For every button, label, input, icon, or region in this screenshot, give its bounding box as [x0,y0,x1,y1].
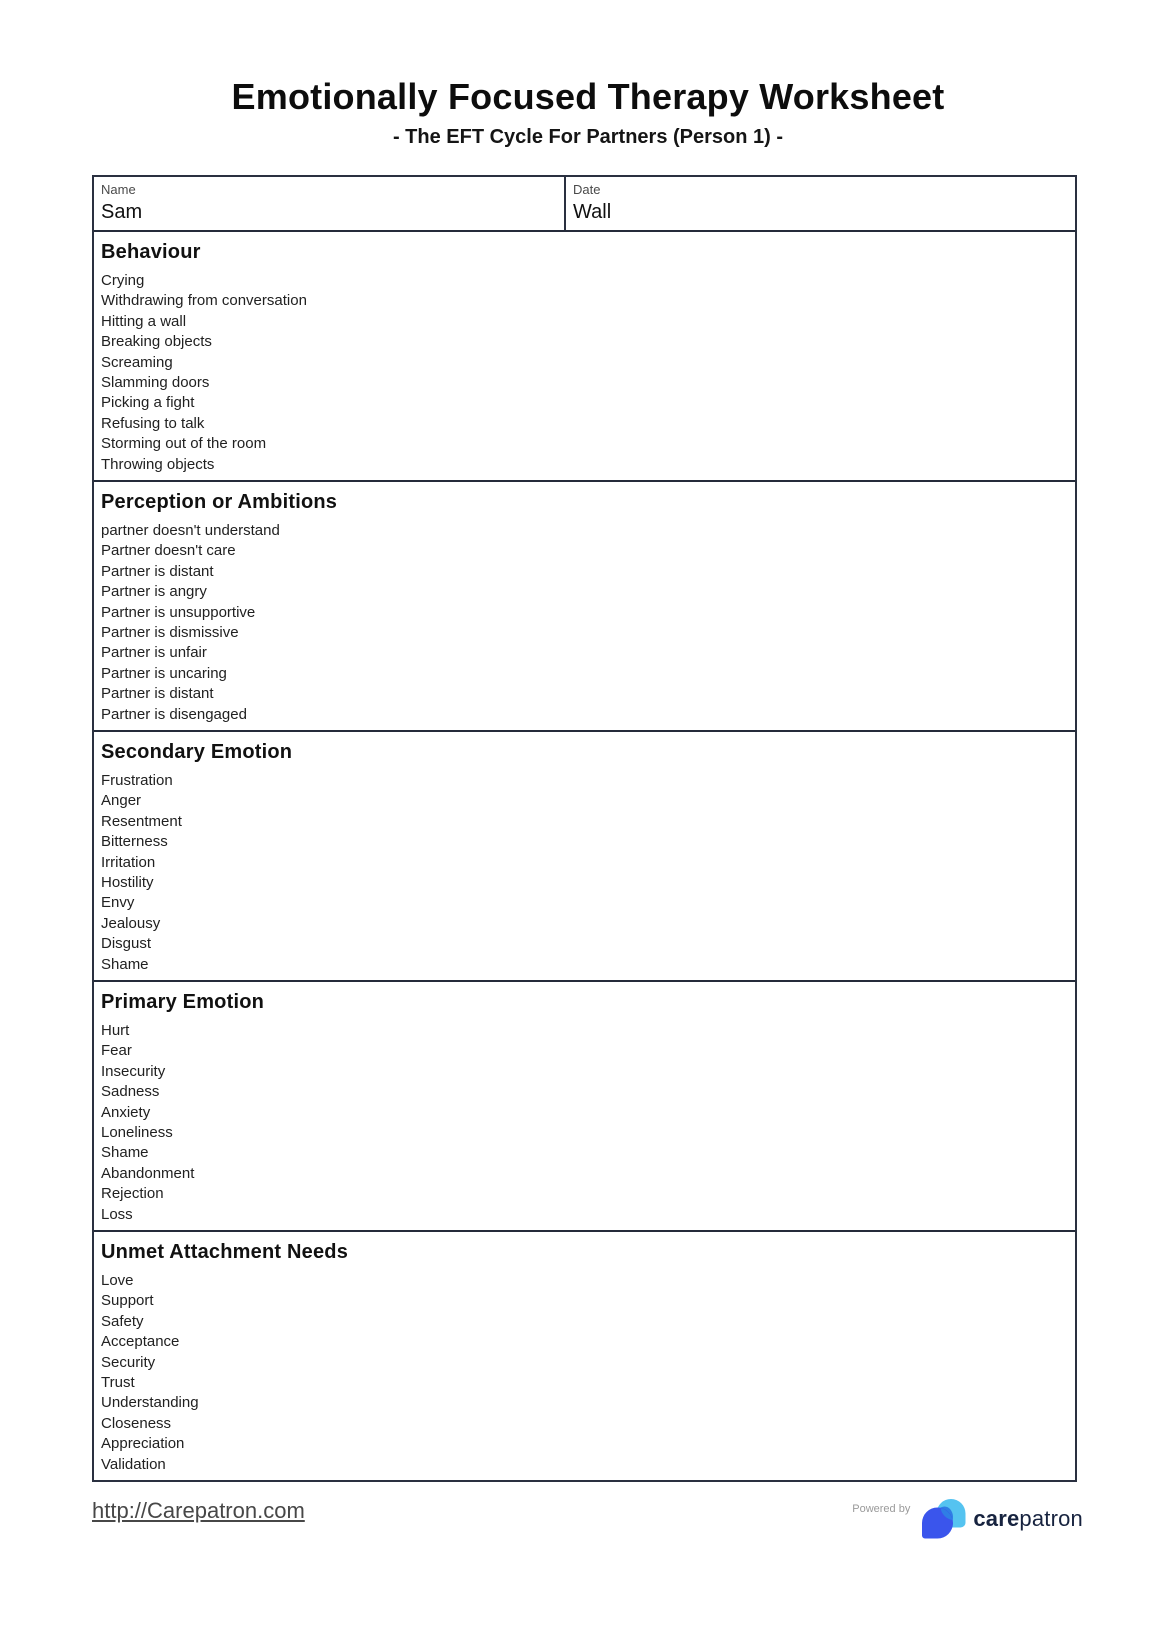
section-items [101,521,1065,725]
date-value: Wall [573,201,612,223]
page-subtitle: - The EFT Cycle For Partners (Person 1) - [392,126,784,148]
list-item: Anger [101,792,142,810]
page-title: Emotionally Focused Therapy Worksheet [231,76,945,117]
list-item: Fear [101,1042,132,1060]
list-item: Abandonment [101,1164,195,1182]
list-item: Jealousy [101,914,161,932]
section-heading: Primary Emotion [101,991,265,1013]
section-primary-emotion [94,980,1075,1230]
list-item: Loss [101,1205,133,1223]
carepatron-wordmark [973,1506,1083,1532]
section-unmet-attachment-needs [94,1230,1075,1480]
list-item: Love [101,1272,134,1289]
list-item: Partner is angry [101,583,207,601]
list-item: Anxiety [101,1103,151,1121]
list-item: Appreciation [101,1435,185,1453]
list-item: Closeness [101,1414,172,1432]
list-item: Shame [101,955,149,973]
powered-by-label: Powered by [852,1503,911,1515]
section-heading: Behaviour [101,241,201,263]
list-item: Hostility [101,874,154,892]
list-item: Safety [101,1312,144,1330]
section-perception-or-ambitions [94,480,1075,730]
name-date-row [94,177,1075,230]
section-items [101,1271,1065,1475]
list-item: Partner is uncaring [101,664,227,682]
section-secondary-emotion [94,730,1075,980]
carepatron-link[interactable]: http://Carepatron.com [92,1498,305,1523]
list-item: Resentment [101,812,182,830]
list-item: Irritation [101,853,156,871]
list-item: Storming out of the room [101,435,267,453]
list-item: Insecurity [101,1062,166,1080]
list-item: Partner is distant [101,685,214,703]
list-item: Shame [101,1144,149,1162]
list-item: Partner is disengaged [101,705,247,723]
date-label: Date [573,182,601,197]
list-item: Partner is dismissive [101,624,239,642]
list-item: Understanding [101,1394,199,1412]
section-heading: Secondary Emotion [101,741,293,763]
section-behaviour [94,230,1075,480]
list-item: Withdrawing from conversation [101,292,307,310]
list-item: Slamming doors [101,374,210,392]
list-item: Hurt [101,1022,130,1039]
list-item: Loneliness [101,1124,173,1142]
list-item: Breaking objects [101,333,212,351]
list-item: Disgust [101,935,152,953]
carepatron-logo-icon [922,1498,966,1540]
name-field[interactable] [94,177,566,230]
section-items [101,771,1065,975]
name-label: Name [101,182,136,197]
section-items [101,271,1065,475]
date-field[interactable] [566,177,1075,230]
list-item: Partner doesn't care [101,542,236,560]
name-value: Sam [101,201,143,223]
wordmark-patron: patron [1019,1506,1083,1531]
list-item: Partner is distant [101,562,214,580]
list-item: Frustration [101,772,173,789]
list-item: Trust [101,1374,135,1392]
list-item: Throwing objects [101,455,215,473]
list-item: Refusing to talk [101,414,205,432]
list-item: Acceptance [101,1333,180,1351]
list-item: partner doesn't understand [101,522,280,539]
list-item: Crying [101,272,145,289]
list-item: Hitting a wall [101,312,187,330]
list-item: Bitterness [101,833,168,851]
list-item: Rejection [101,1185,164,1203]
list-item: Partner is unsupportive [101,603,256,621]
list-item: Security [101,1353,156,1371]
list-item: Picking a fight [101,394,195,412]
list-item: Partner is unfair [101,644,207,662]
section-items [101,1021,1065,1225]
list-item: Validation [101,1455,166,1473]
list-item: Support [101,1292,154,1310]
list-item: Envy [101,894,135,912]
section-heading: Perception or Ambitions [101,491,338,513]
section-heading: Unmet Attachment Needs [101,1241,349,1263]
wordmark-care: care [973,1506,1020,1531]
list-item: Screaming [101,353,173,371]
carepatron-brand [852,1496,1083,1542]
list-item: Sadness [101,1083,160,1101]
worksheet-table [92,175,1077,1482]
